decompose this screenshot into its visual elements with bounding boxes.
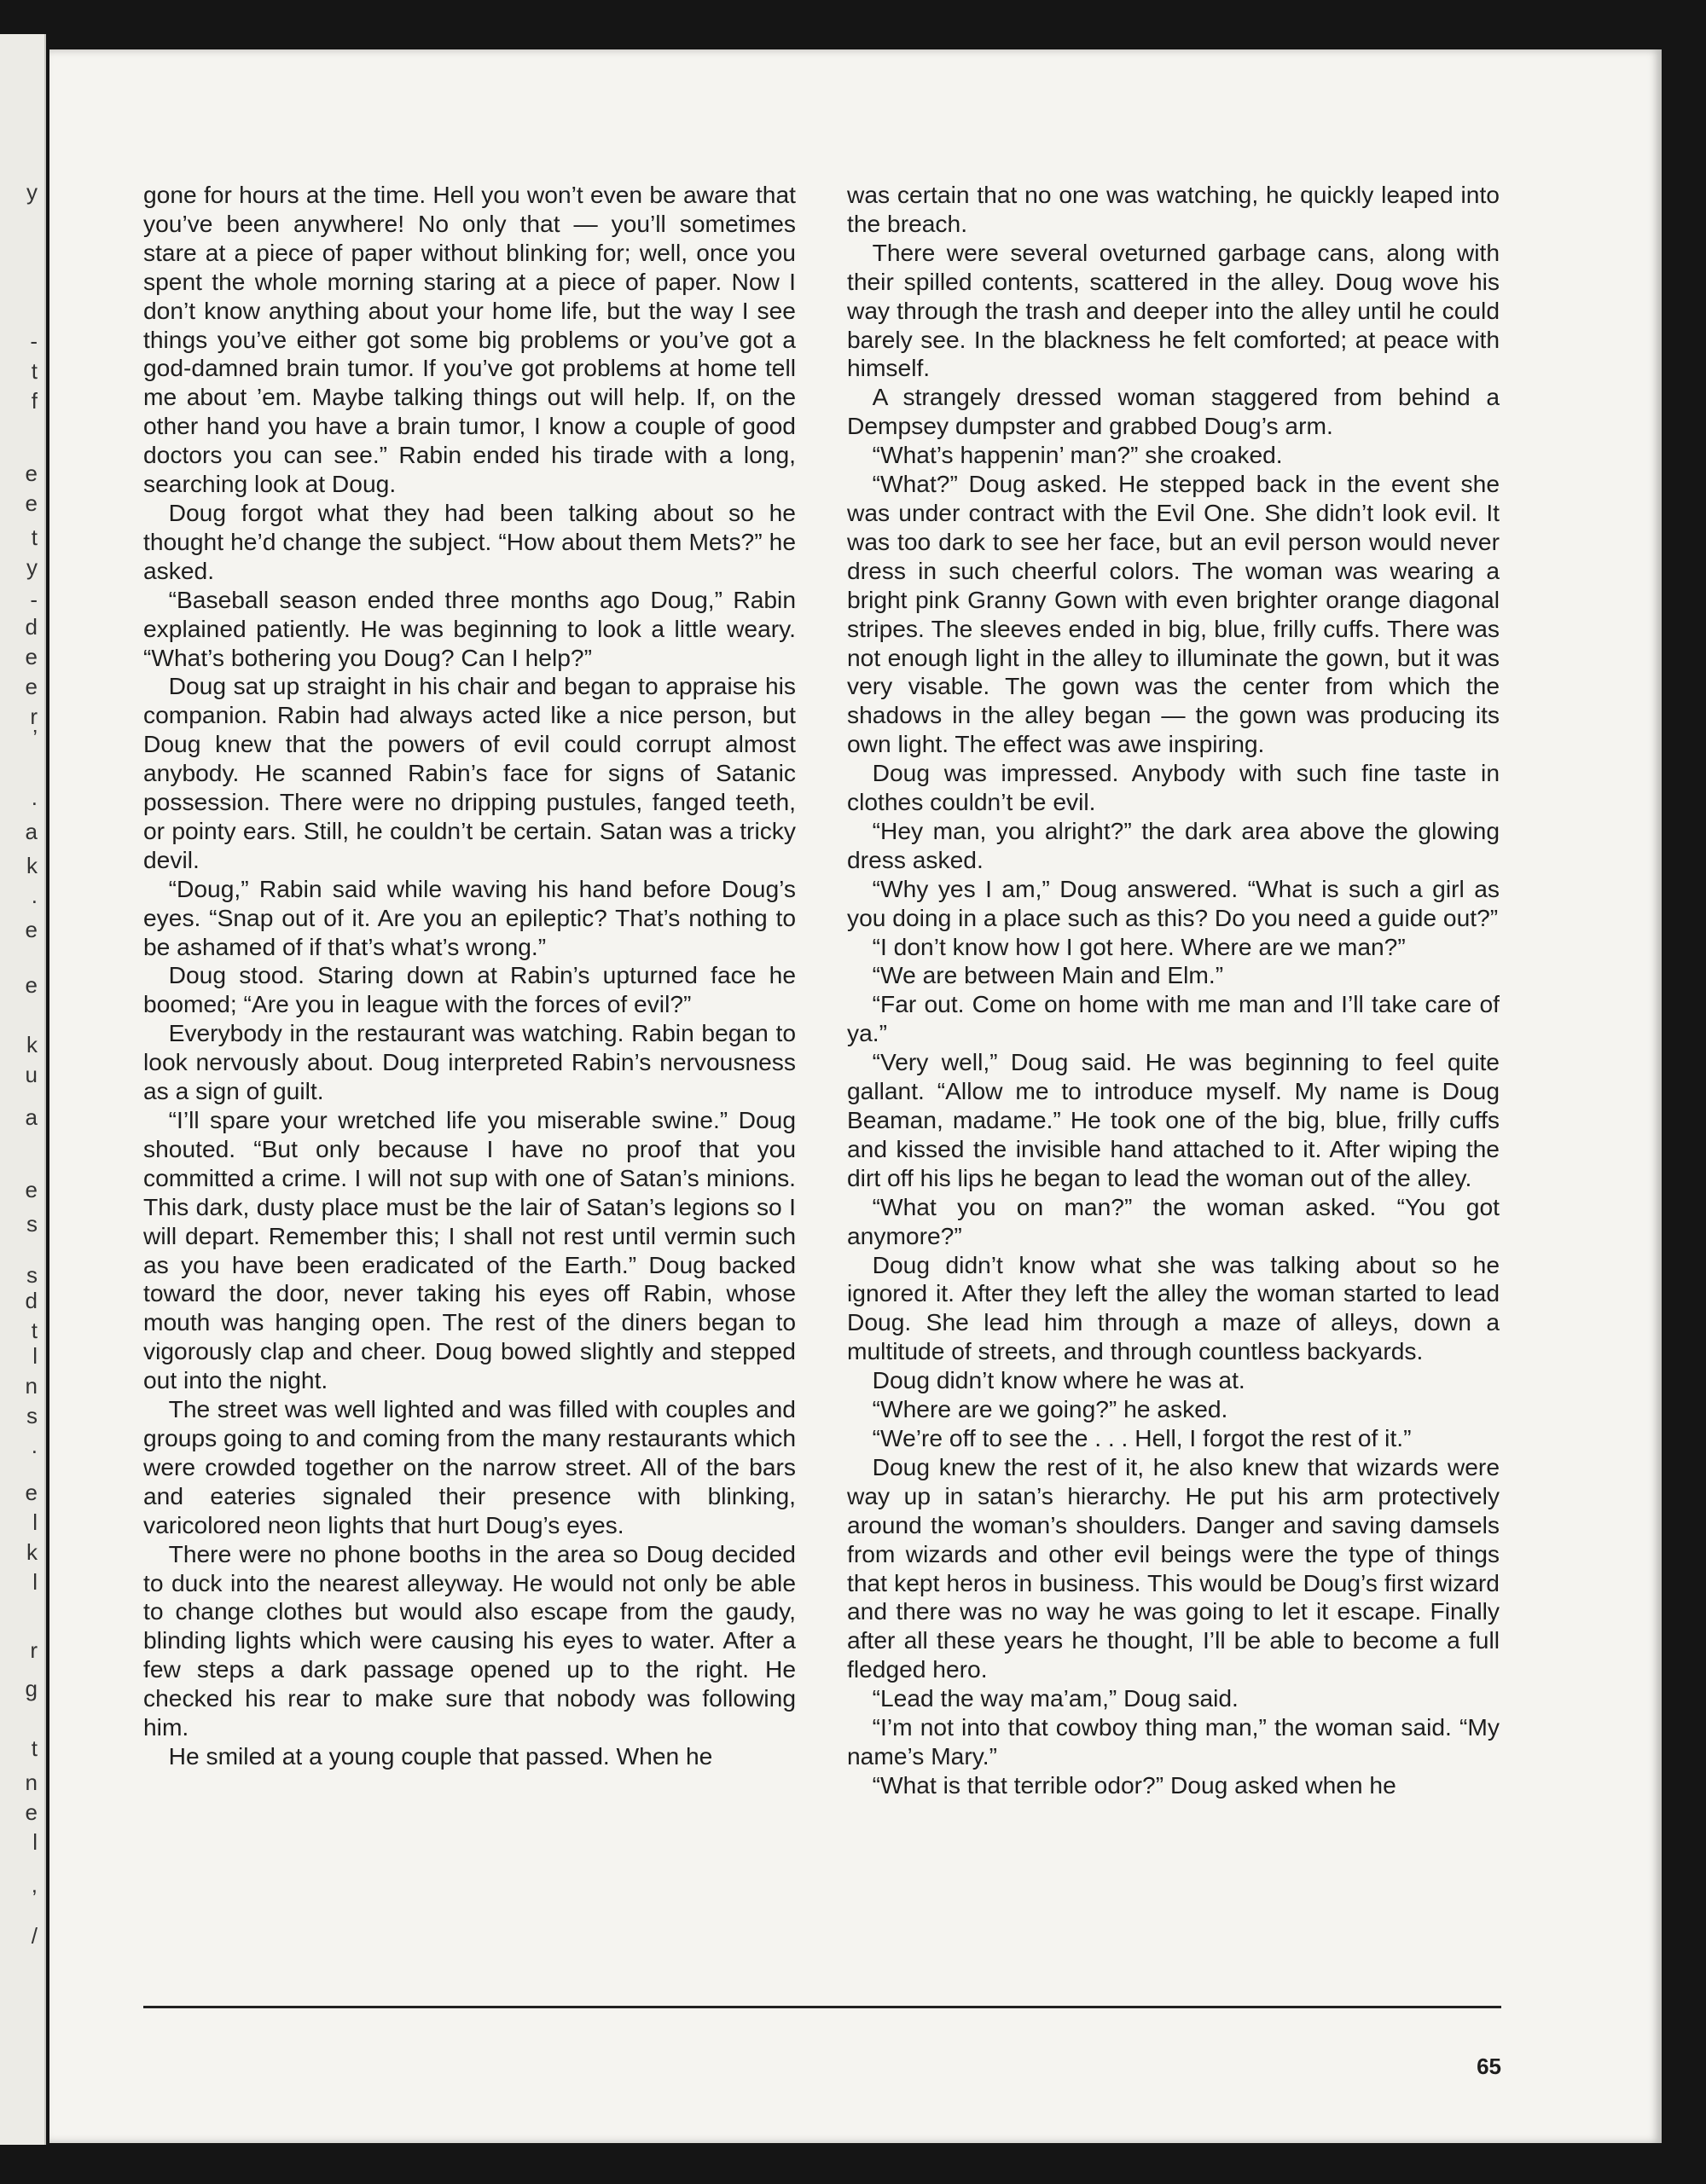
facing-page-letter: / (31, 1923, 38, 1949)
facing-page-letter: n (25, 1770, 38, 1795)
paragraph: There were several oveturned garbage cans, along with their spilled contents, scattered in the alley. Doug wove his way through the trash and deeper into the alley until he could barely see. In the blackness he felt comforted; at peace with himself. (847, 238, 1500, 382)
paragraph: “Far out. Come on home with me man and I’ll take care of ya.” (847, 990, 1500, 1047)
facing-page-letter: ’ (32, 725, 38, 750)
facing-page-letter: a (25, 1104, 38, 1130)
right-text-column (847, 181, 1500, 1800)
paragraph: “Lead the way ma’am,” Doug said. (872, 1684, 1239, 1712)
facing-page-letter: t (31, 1735, 38, 1761)
facing-page-letter: e (25, 644, 38, 669)
paragraph: A strangely dressed woman staggered from behind a Dempsey dumpster and grabbed Doug’s arm. (847, 383, 1500, 440)
facing-page-letter: r (30, 704, 38, 729)
paragraph: “I’ll spare your wretched life you miserable swine.” Doug shouted. “But only because I have no proof that you committed a crime. I will not sup with one of Satan’s minions. This dark, dusty place must be the lair of Satan’s legions so I will depart. Remember this; I shall not rest until vermin such as you have been eradicated of the Earth.” Doug backed toward the door, never taking his eyes off Rabin, whose mouth was hanging open. The rest of the diners began to vigorously clap and cheer. Doug bowed slightly and stepped out into the night. (143, 1106, 796, 1394)
facing-page-letter: e (25, 917, 38, 942)
paragraph: Doug was impressed. Anybody with such fine taste in clothes couldn’t be evil. (847, 759, 1500, 816)
facing-page-letter: y (26, 554, 38, 580)
facing-page-letter: l (32, 1509, 38, 1535)
facing-page-letter: e (25, 674, 38, 699)
paragraph: “Doug,” Rabin said while waving his hand before Doug’s eyes. “Snap out of it. Are you an epileptic? That’s nothing to be ashamed of if that’s what’s wrong.” (143, 874, 796, 960)
facing-page-letter: s (26, 1403, 38, 1428)
facing-page-letter: k (26, 1539, 38, 1565)
facing-page-letter: . (31, 785, 38, 810)
paragraph: There were no phone booths in the area so Doug decided to duck into the nearest alleyway. He would not only be able to change clothes but would also escape from the gaudy, blinding lights which were causing his eyes to water. After a few steps a dark passage opened up to the right. He checked his rear to make sure that nobody was following him. (143, 1539, 796, 1741)
facing-page-letter: f (31, 388, 38, 414)
facing-page-letter: - (30, 328, 38, 354)
paragraph: “What you on man?” the woman asked. “You got anymore?” (847, 1192, 1500, 1249)
paragraph: Doug didn’t know what she was talking about so he ignored it. After they left the alley the woman started to lead Doug. She lead him through a maze of alleys, down a multitude of streets, and through countless backyards. (847, 1250, 1500, 1365)
paragraph: Doug forgot what they had been talking about so he thought he’d change the subject. “How about them Mets?” he asked. (143, 498, 796, 584)
facing-page-edge (0, 34, 46, 2145)
facing-page-letter: r (30, 1637, 38, 1663)
facing-page-letter: e (25, 1799, 38, 1825)
facing-page-letter: g (25, 1676, 38, 1701)
paragraph: “We are between Main and Elm.” (872, 961, 1224, 989)
paragraph: The street was well lighted and was filled with couples and groups going to and coming from the many restaurants which were crowded together on the narrow street. All of the bars and eateries signaled their presence with blinking, varicolored neon lights that hurt Doug’s eyes. (143, 1395, 796, 1538)
facing-page-letter: s (26, 1262, 38, 1288)
page-number: 65 (1477, 2054, 1501, 2079)
facing-page-letter: s (26, 1211, 38, 1237)
paragraph: “What’s happenin’ man?” she croaked. (872, 441, 1283, 469)
facing-page-letter: l (32, 1829, 38, 1855)
paragraph: “Baseball season ended three months ago Doug,” Rabin explained patiently. He was beginning to look a little weary. “What’s bothering you Doug? Can I help?” (143, 585, 796, 671)
paragraph: gone for hours at the time. Hell you won’t even be aware that you’ve been anywhere! No only that — you’ll sometimes stare at a piece of paper without blinking for; well, once you spent the whole morning staring at a piece of paper. Now I don’t know anything about your home life, but the way I see things you’ve either got some big problems or you’ve got a god-damned brain tumor. If you’ve got problems at home tell me about ’em. Maybe talking things out will help. If, on the other hand you have a brain tumor, I know a couple of good doctors you can see.” Rabin ended his tirade with a long, searching look at Doug. (143, 181, 796, 498)
facing-page-letter: t (31, 524, 38, 550)
paragraph: Doug knew the rest of it, he also knew that wizards were way up in satan’s hierarchy. He put his arm protectively around the woman’s shoulders. Danger and saving damsels from wizards and other evil beings were the type of things that kept heros in business. This would be Doug’s first wizard and there was no way he was going to let it escape. Finally after all these years he thought, I’ll be able to become a full fledged hero. (847, 1452, 1500, 1683)
paragraph: “Hey man, you alright?” the dark area above the glowing dress asked. (847, 816, 1500, 873)
facing-page-letter: . (31, 883, 38, 908)
facing-page-letter: l (32, 1569, 38, 1595)
paragraph: “What?” Doug asked. He stepped back in the event she was under contract with the Evil One. She didn’t look evil. It was too dark to see her face, but an evil person would never dress in such cheerful colors. The woman was wearing a bright pink Granny Gown with even brighter orange diagonal stripes. The sleeves ended in big, blue, frilly cuffs. There was not enough light in the alley to illuminate the gown, but it was very visable. The gown was the center from which the shadows in the alley began — the gown was producing its own light. The effect was awe inspiring. (847, 470, 1500, 758)
paragraph: “Very well,” Doug said. He was beginning to feel quite gallant. “Allow me to introduce myself. My name is Doug Beaman, madame.” He took one of the big, blue, frilly cuffs and kissed the invisible hand attached to it. After wiping the dirt off his lips he began to lead the woman out of the alley. (847, 1048, 1500, 1191)
paragraph: “Where are we going?” he asked. (872, 1395, 1228, 1423)
facing-page-letter: e (25, 490, 38, 516)
paragraph: “I’m not into that cowboy thing man,” the woman said. “My name’s Mary.” (847, 1713, 1500, 1770)
facing-page-letter: a (25, 819, 38, 844)
left-text-column (143, 181, 796, 1771)
facing-page-letter: u (25, 1062, 38, 1087)
facing-page-letter: y (26, 179, 38, 205)
facing-page-letter: l (32, 1343, 38, 1369)
facing-page-letter: e (25, 1177, 38, 1202)
facing-page-letter: d (25, 614, 38, 640)
facing-page-letter: k (26, 853, 38, 878)
facing-page-letter: . (31, 1433, 38, 1458)
facing-page-letter: n (25, 1373, 38, 1399)
facing-page-letter: t (31, 1318, 38, 1343)
facing-page-letter: t (31, 358, 38, 384)
facing-page-letter: e (25, 972, 38, 998)
paragraph: Everybody in the restaurant was watching. Rabin began to look nervously about. Doug interpreted Rabin’s nervousness as a sign of guilt. (143, 1019, 796, 1105)
paragraph: was certain that no one was watching, he quickly leaped into the breach. (847, 181, 1500, 237)
facing-page-letter: k (26, 1032, 38, 1057)
facing-page-letter: e (25, 461, 38, 486)
paragraph: “I don’t know how I got here. Where are we man?” (872, 932, 1406, 960)
facing-page-letter: , (31, 1872, 38, 1897)
footer-rule (143, 2006, 1501, 2008)
paragraph: He smiled at a young couple that passed. When he (168, 1741, 713, 1770)
paragraph: Doug didn’t know where he was at. (872, 1366, 1245, 1394)
facing-page-letter: - (30, 587, 38, 612)
paragraph: “We’re off to see the . . . Hell, I forgot the rest of it.” (872, 1423, 1412, 1451)
paragraph: Doug sat up straight in his chair and began to appraise his companion. Rabin had always acted like a nice person, but Doug knew that the powers of evil could corrupt almost anybody. He scanned Rabin’s face for signs of Satanic possession. There were no dripping pustules, fanged teeth, or pointy ears. Still, he couldn’t be certain. Satan was a tricky devil. (143, 672, 796, 873)
paragraph: “Why yes I am,” Doug answered. “What is such a girl as you doing in a place such as this? Do you need a guide out?” (847, 874, 1500, 931)
facing-page-letter: d (25, 1288, 38, 1313)
paragraph: “What is that terrible odor?” Doug asked when he (872, 1770, 1396, 1799)
paragraph: Doug stood. Staring down at Rabin’s upturned face he boomed; “Are you in league with the forces of evil?” (143, 961, 796, 1018)
facing-page-letter: e (25, 1480, 38, 1505)
